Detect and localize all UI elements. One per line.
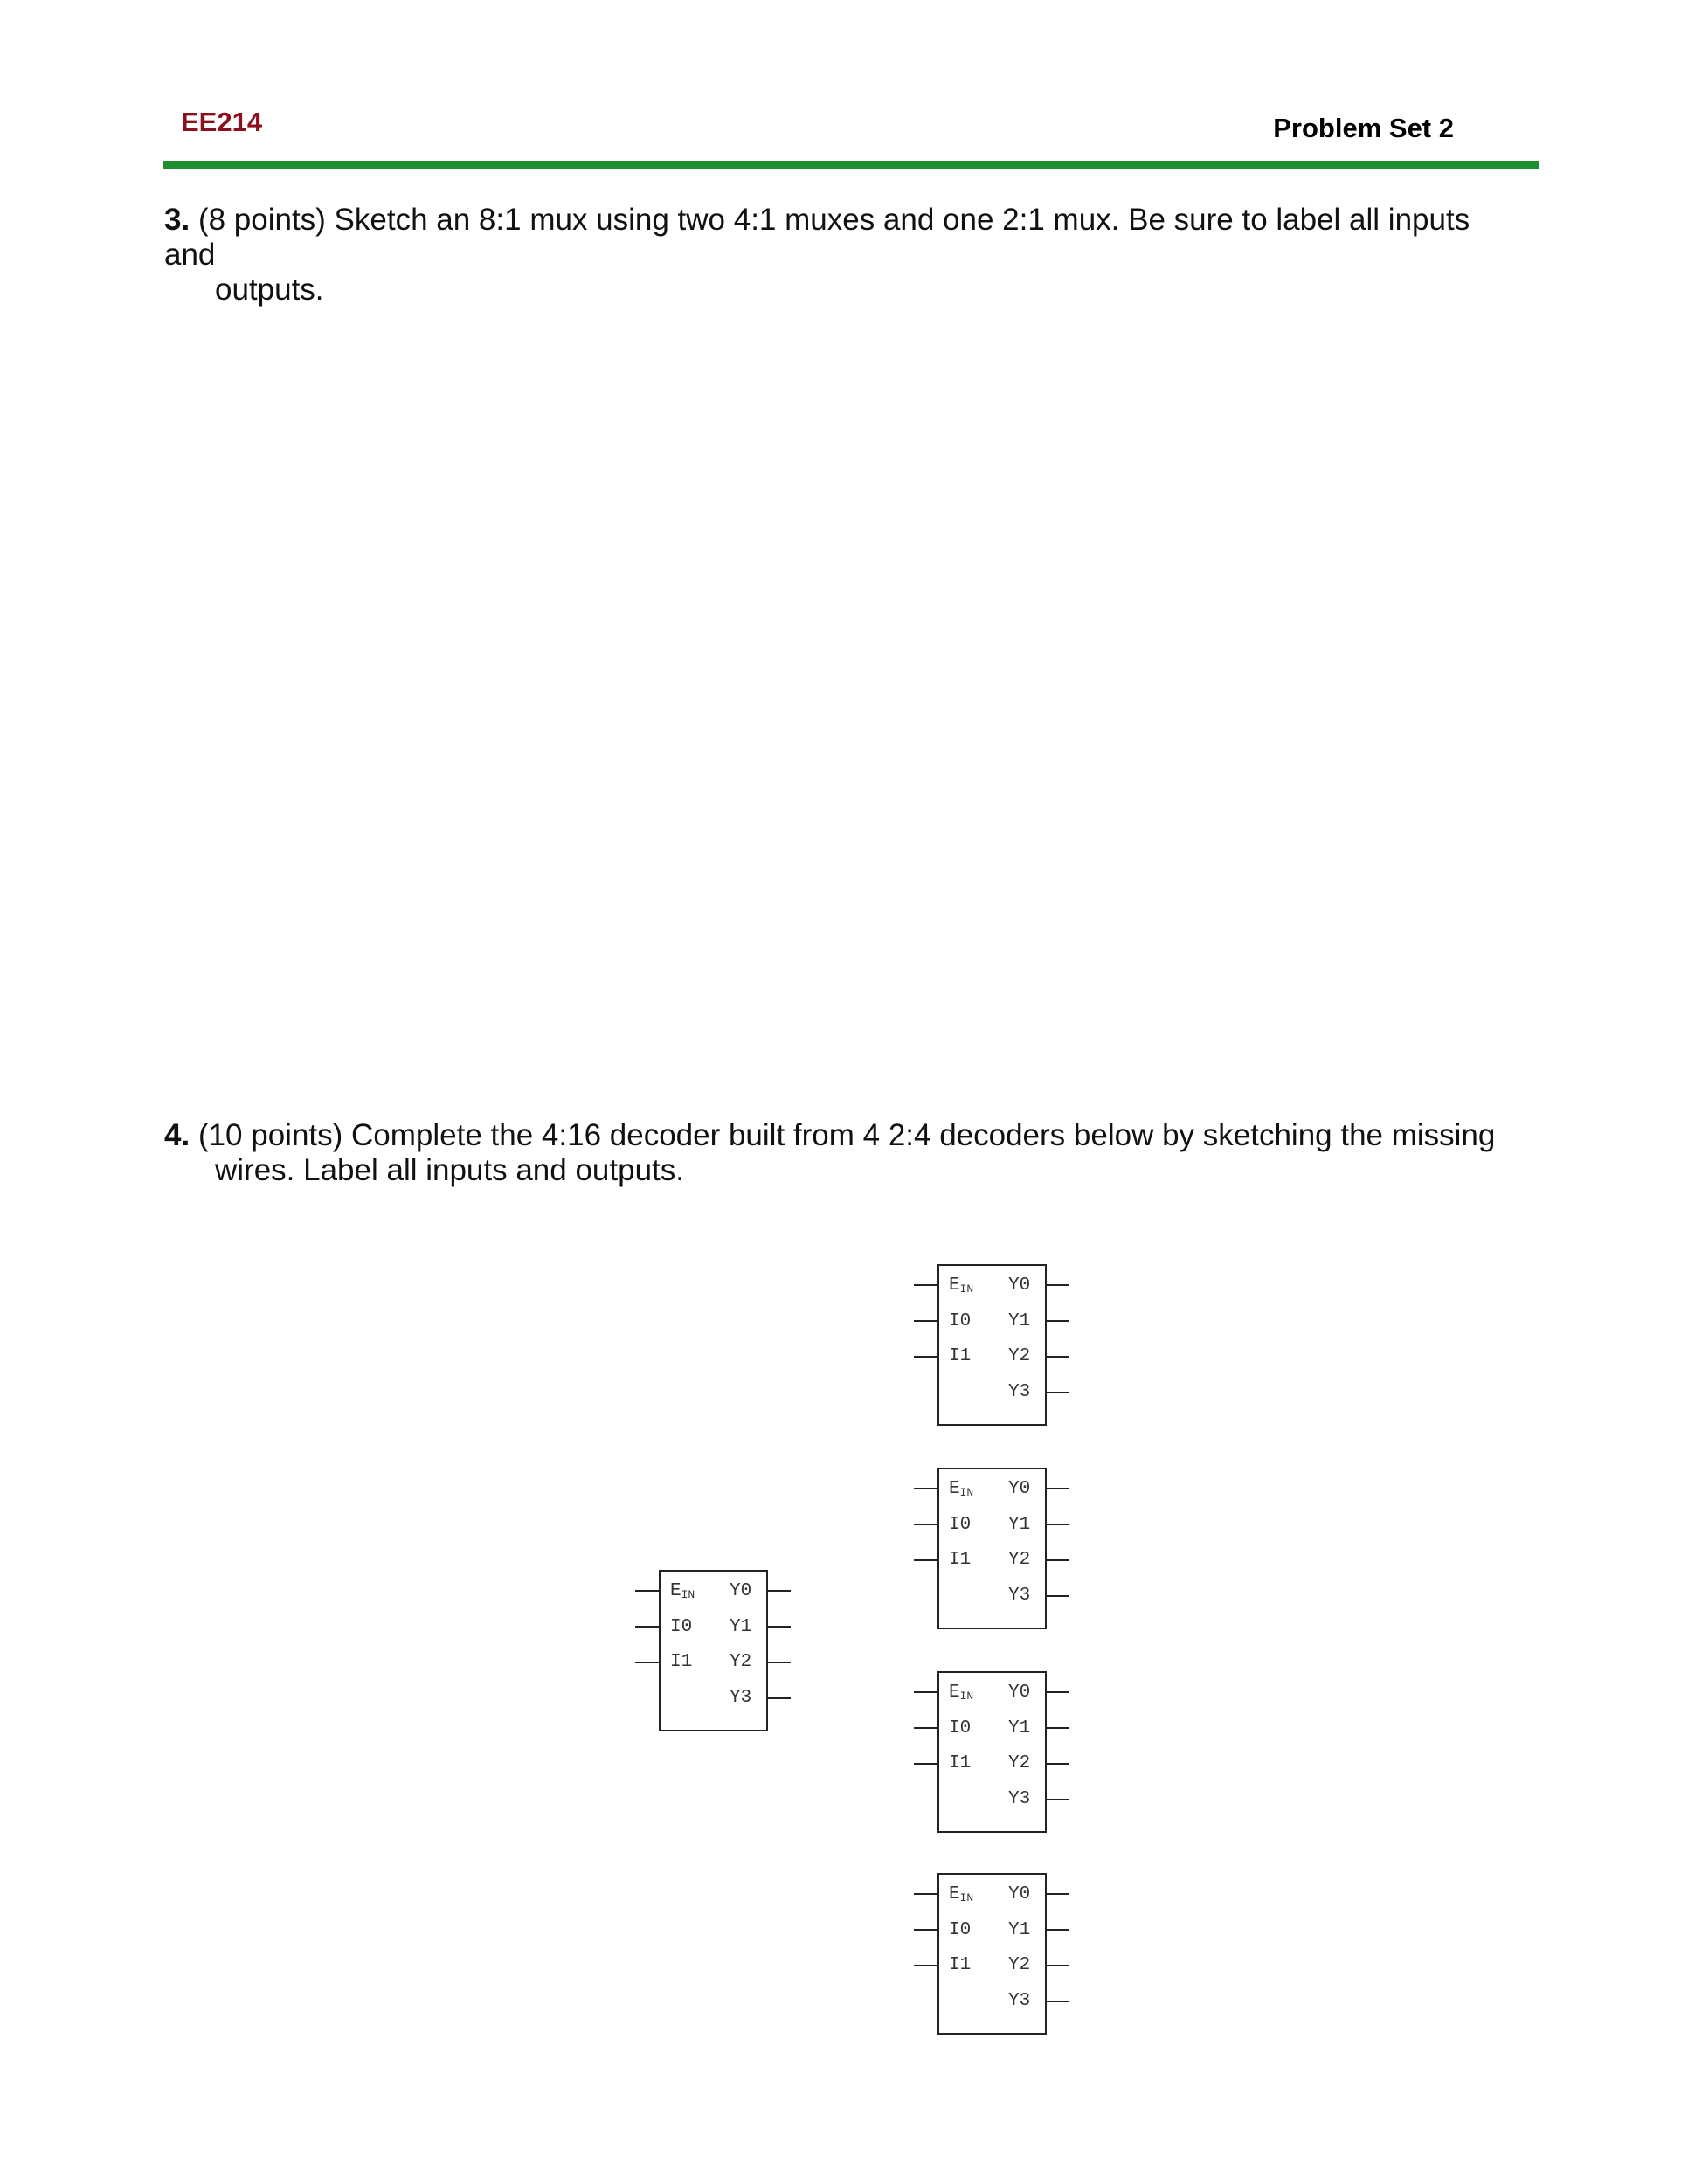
enable-input-wire [914, 1691, 938, 1693]
y2-output-wire [766, 1662, 791, 1663]
i1-input-wire [914, 1965, 938, 1966]
y3-output-wire [1045, 1595, 1069, 1597]
y1-output-wire [1045, 1727, 1069, 1729]
y0-output-wire [1045, 1691, 1069, 1693]
input-label: I1 [949, 1753, 972, 1773]
y3-output-wire [1045, 2001, 1069, 2002]
problem-4-text-line1: (10 points) Complete the 4:16 decoder built from 4 2:4 decoders below by sketching the missing [197, 1118, 1496, 1152]
enable-label: $E_{IN}$ [949, 1275, 974, 1296]
enable-input-wire [914, 1893, 938, 1895]
y1-output-wire [1045, 1524, 1069, 1525]
output-label: Y1 [1008, 1920, 1031, 1940]
output-label: Y0 [1008, 1884, 1031, 1904]
y1-output-wire [766, 1626, 791, 1628]
input-label: I0 [949, 1920, 972, 1940]
output-label: Y1 [1008, 1718, 1031, 1738]
output-label: Y2 [1008, 1955, 1031, 1975]
y2-output-wire [1045, 1763, 1069, 1765]
enable-input-wire [635, 1590, 660, 1592]
output-label: Y0 [1008, 1683, 1031, 1703]
enable-label: $E_{IN}$ [949, 1479, 974, 1499]
y2-output-wire [1045, 1356, 1069, 1358]
y0-output-wire [1045, 1488, 1069, 1489]
input-label: I1 [670, 1652, 693, 1672]
y0-output-wire [766, 1590, 791, 1592]
y0-output-wire [1045, 1893, 1069, 1895]
enable-input-wire [914, 1488, 938, 1489]
y3-output-wire [1045, 1799, 1069, 1800]
y1-output-wire [1045, 1929, 1069, 1931]
y2-output-wire [1045, 1559, 1069, 1561]
output-label: Y1 [1008, 1515, 1031, 1535]
problem-3-text-line1: (8 points) Sketch an 8:1 mux using two 4:1 muxes and one 2:1 mux. Be sure to label all inputs and [164, 203, 1470, 272]
enable-label: $E_{IN}$ [949, 1884, 974, 1904]
output-label: Y2 [1008, 1346, 1031, 1366]
input-label: I1 [949, 1346, 972, 1366]
i1-input-wire [914, 1763, 938, 1765]
y0-output-wire [1045, 1284, 1069, 1286]
input-label: I0 [949, 1515, 972, 1535]
decoder-first-stage [635, 1570, 801, 1731]
decoder-second-stage-2 [914, 1468, 1080, 1629]
i0-input-wire [914, 1727, 938, 1729]
input-label: I1 [949, 1955, 972, 1975]
output-label: Y1 [730, 1617, 752, 1637]
output-label: Y3 [1008, 1991, 1031, 2011]
header-rule [163, 161, 1539, 169]
output-label: Y0 [1008, 1275, 1031, 1296]
problem-3 [164, 203, 1527, 308]
input-label: I0 [949, 1718, 972, 1738]
y3-output-wire [766, 1697, 791, 1699]
problem-3-text-line2: outputs. [215, 273, 324, 307]
decoder-second-stage-4 [914, 1873, 1080, 2035]
output-label: Y3 [1008, 1586, 1031, 1606]
i1-input-wire [635, 1662, 660, 1663]
problem-4-number: 4. [164, 1118, 190, 1152]
i1-input-wire [914, 1559, 938, 1561]
y2-output-wire [1045, 1965, 1069, 1966]
input-label: I0 [670, 1617, 693, 1637]
header-course: EE214 [181, 107, 263, 137]
problem-4-text-line2: wires. Label all inputs and outputs. [215, 1153, 684, 1187]
decoder-second-stage-1 [914, 1264, 1080, 1426]
output-label: Y2 [1008, 1753, 1031, 1773]
output-label: Y0 [1008, 1479, 1031, 1499]
output-label: Y3 [730, 1688, 752, 1708]
problem-4 [164, 1118, 1527, 1188]
i1-input-wire [914, 1356, 938, 1358]
input-label: I1 [949, 1550, 972, 1570]
enable-label: $E_{IN}$ [949, 1683, 974, 1703]
decoder-second-stage-3 [914, 1671, 1080, 1833]
output-label: Y1 [1008, 1311, 1031, 1331]
header-title: Problem Set 2 [1273, 113, 1454, 143]
i0-input-wire [914, 1320, 938, 1322]
enable-input-wire [914, 1284, 938, 1286]
y3-output-wire [1045, 1392, 1069, 1393]
input-label: I0 [949, 1311, 972, 1331]
output-label: Y2 [730, 1652, 752, 1672]
output-label: Y3 [1008, 1789, 1031, 1809]
enable-label: $E_{IN}$ [670, 1581, 695, 1601]
output-label: Y2 [1008, 1550, 1031, 1570]
problem-3-number: 3. [164, 203, 190, 237]
y1-output-wire [1045, 1320, 1069, 1322]
i0-input-wire [914, 1524, 938, 1525]
output-label: Y3 [1008, 1382, 1031, 1402]
i0-input-wire [914, 1929, 938, 1931]
output-label: Y0 [730, 1581, 752, 1601]
i0-input-wire [635, 1626, 660, 1628]
